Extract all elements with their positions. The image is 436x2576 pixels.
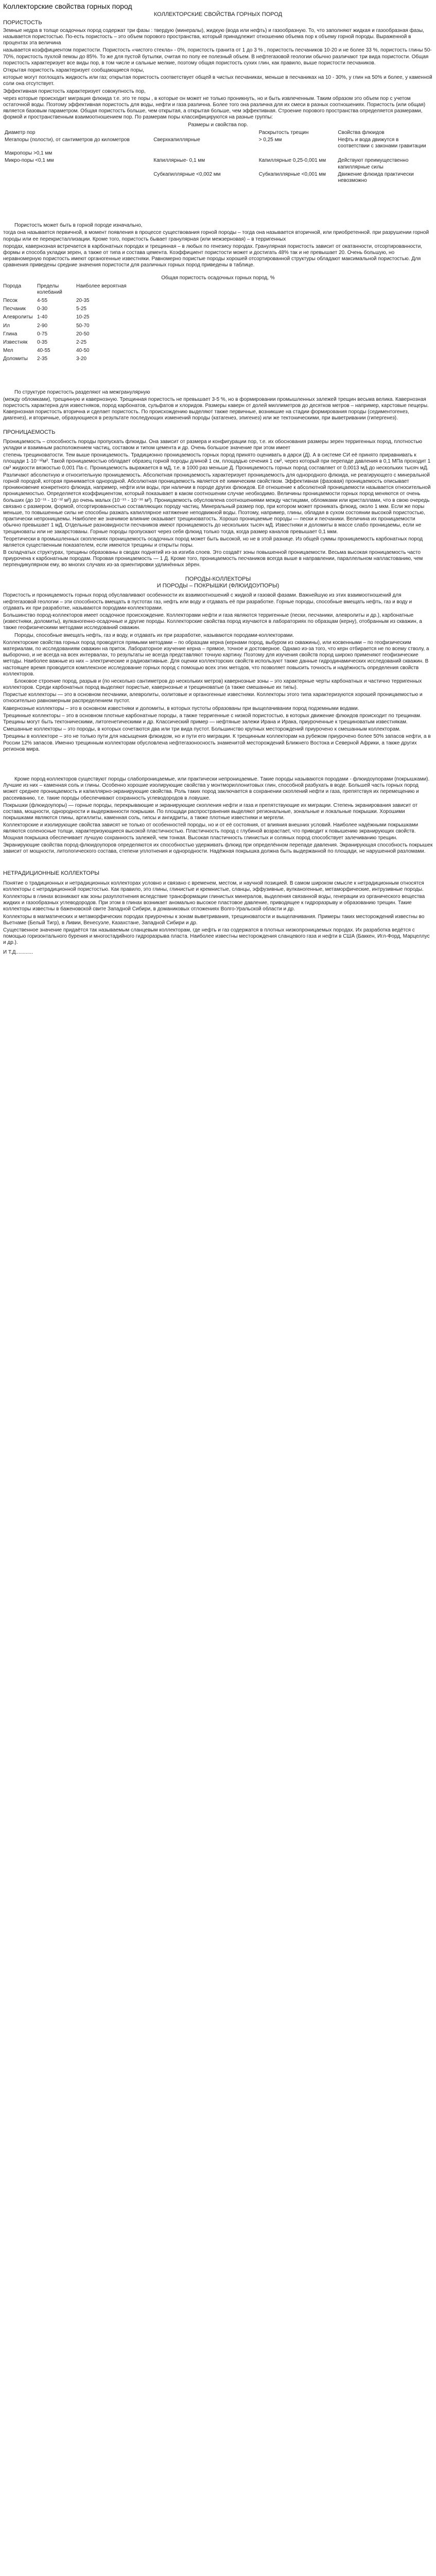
table-cell: Глина: [3, 331, 18, 337]
paragraph: Большинство пород-коллекторов имеет осадочное происхождение. Коллекторами нефти и газа являются терригенные (пески, песчаники, алевролиты и др.), карбонатные (известняки, доломиты), вулканогенно-осадочные и другие породы. Коллекторские свойства пород изучаются в лабораториях по образцам (керну), отобранным из скважин, а также геофизическими методами исследований скважин.: [3, 613, 422, 631]
table-cell: 10-25: [76, 314, 90, 320]
paragraph: тогда она называется первичной, в момент появления в процессе существования горной породы – тогда она называется вторичной, или приобретенной. при разрушении горной породы или ее перекристаллизации. Кроме того, пористость бывает гранулярная (или межзерновая) – в терригенных: [3, 230, 429, 242]
table-cell: [257, 150, 337, 157]
table-row: [3, 338, 130, 347]
table-row: [3, 347, 130, 355]
paragraph: В складчатых структурах, трещины образованы в сводах поднятий из-за изгиба слоев. Это создаёт зоны повышенной проницаемости. Весьма высокая проницаемость часто приурочена к карбонатным породам. Поровая проницаемость — 1 Д. Кроме того, проницаемость песчаников всегда выше в направлении, параллельном напластованию, чем перпендикулярном ему, во многих случаях из-за ориентировки удлинённых зёрен.: [3, 550, 423, 568]
document: [0, 0, 436, 960]
table-cell: Песчаник: [3, 306, 26, 312]
table-row: [3, 171, 433, 184]
table-row: [3, 297, 130, 305]
table-cell: 0-35: [37, 340, 48, 346]
table-cell: 40-50: [76, 348, 90, 354]
porosity-table: [3, 282, 130, 364]
table-cell: 2-25: [76, 340, 87, 346]
spacer: [3, 754, 433, 776]
table-cell: Ил: [3, 323, 10, 329]
paragraph: Коллекторы в магматических и метаморфических породах приурочены к зонам выветривания, трещиноватости и выщелачивания. Примеры таких месторождений известны во Вьетнаме (Белый Тигр), в Ливии, Венесуэле, Казахстане, Западной Сибири и др.: [3, 913, 425, 926]
collectors-block: [3, 592, 433, 753]
paragraph: через которые происходит миграция флюида т.е. это те поры , в которые он может не только проникнуть, но и быть извлеченным. Таким образом это объем пор с учетом остаточной воды. Поэтому эффективная пористость для воды, нефти и газа различна. Более того она различна для их смеси в разных соотношениях. Пористость (или общая) является базовым параметром. Общая пористость больше, чем открытая, а открытая больше, чем эффективная. Строение порового пространства определяется размерами, формой и пространственным взаимоотношением пор. По размерам поры классифицируются на разные группы:: [3, 95, 426, 121]
column-header: Порода: [3, 283, 22, 289]
heading-line: И ПОРОДЫ – ПОКРЫШКИ (ФЛЮИДОУПОРЫ): [156, 583, 280, 589]
heading-line: ПОРОДЫ-КОЛЛЕКТОРЫ: [185, 575, 251, 582]
seals-block: [3, 776, 433, 855]
table-cell: 20-50: [76, 331, 90, 337]
paragraph: Открытая пористость характеризует сообщающиеся поры,: [3, 67, 144, 74]
paragraph: Кроме пород-коллекторов существуют породы слабопроницаемые, или практически непроницаемые. Такие породы называются породами - флюидоупорами (покрышками). Лучшие из них – каменная соль и глины. Особенно хорошие изолирующие свойства у монтмориллонитовых глин, способной разбухать в воде. Большей часть горных пород может среднее проницаемость и капиллярно-экранирующие свойства. Роль таких пород заключается в сохранении скоплений нефти и газа, препятствуя их перемещению и рассеиванию, т.е. такие породы обеспечивают сохранность углеводородов в ловушке.: [3, 776, 430, 801]
table-cell: 20-35: [76, 298, 90, 304]
paragraph: Блоковое строение пород, разрыв и (по несколько сантиметров до нескольких метров) кавернозные зоны – это характерные черты карбонатных и частично терригенных коллекторов. Среди карбонатных пород выделяют пористые, кавернозные и трещиноватые (а также смешанные их типы).: [3, 678, 422, 691]
table-row: [3, 330, 130, 338]
intro-block: [3, 28, 433, 121]
spacer: [3, 423, 433, 428]
table-cell: Диаметр пор: [5, 129, 36, 135]
section-heading-collectors: [3, 576, 433, 590]
paragraph: Проницаемость – способность породы пропускать флюиды. Она зависит от размера и конфигурации пор, т.е. их обоснования размеры зерен терригенных пород, плотностью укладки и взаимным расположением частиц, составом и типом цемента и др. Очень большое значение при этом имеет: [3, 438, 423, 451]
footer-text: И Т.Д............: [3, 949, 33, 955]
paragraph: Трещинные коллекторы – это в основном плотные карбонатные породы, а также терригенные с низкой пористостью, в которых движение флюидов происходит по трещинам. Трещины могут быть тектоническими, литогенетическими и др. Классический пример — нефтяные залежи Ирана и Ирака, приуроченные к трещиноватым известнякам.: [3, 713, 422, 725]
section-heading-nontraditional: НЕТРАДИЦИОННЫЕ КОЛЛЕКТОРЫ: [3, 870, 100, 877]
table-cell: 4-55: [37, 298, 48, 304]
table-row: [3, 313, 130, 321]
table-row: [3, 150, 433, 157]
paragraph: Пористые коллекторы — это в основном песчаники, алевролиты, оолитовые и органогенные известняки. Коллекторы этого типа характеризуются хорошей проницаемостью и относительно равномерным распределением пустот.: [3, 692, 423, 704]
paragraph: По структуре пористость разделяют на межгранулярную: [14, 389, 150, 395]
table-cell: Доломиты: [3, 356, 28, 362]
table-row: [3, 137, 433, 150]
paragraph: Породы, способные вмещать нефть, газ и воду, и отдавать их при разработке, называются породами-коллекторами.: [14, 632, 294, 638]
paragraph: Различают абсолютную и относительную проницаемость. Абсолютная проницаемость характеризует проницаемость для однородного флюида, не реагирующего с минеральной горной породой, которая принимается однородной. Абсолютная проницаемость является её химическим свойством. Эффективная (фазовая) проницаемость описывает проникновение конкретного флюида, например, нефти или воды, при наличии в породе других флюидов. Её отношение к абсолютной проницаемости называется относительной проницаемостью. Определяется коэффициентом, который показывает в каком соотношении случае необходимо. Величины проницаемости горных пород меняются от очень больших (до 10⁻¹¹ - 10⁻¹² м²) до очень малых (10⁻¹⁵ - 10⁻¹⁶ м²). Проницаемость обусловлена соотношениями между частицами, обломками или кристаллами, что в свою очередь связано с размером, формой, отсортированностью составляющих породу частиц. Минеральный размер пор, при котором может проникать флюид, около 1 мкм. Если же поры меньше, то повышенные силы не способны разжать капиллярное натяжение неподвижной воды. Поэтому, например, глины, обладая в сухом состоянии высокой пористостью, практически непроницаемы. Наиболее же значимое влияние оказывает трещиноватость. Хорошо проницаемые породы — пески и песчаники. Величина их проницаемости обычно превышает 1 мД. Отдельные разновидности песчаников имеют проницаемость до нескольких тысяч мД. Известняки и доломиты в массе слабо проницаемы, если не трещиноваты или не закарстованы. Горные породы пропускают через себя флюид только тогда, когда размер каналов превышает 0,1 мкм.: [3, 472, 431, 535]
paragraph: Понятие о традиционных и нетрадиционных коллекторах условно и связано с временем, местом, и научной позицией. В самом широком смысле к нетрадиционным относятся коллекторы с нетрадиционной пористостью. Как правило, это глины, глинистые и кремнистые, сланцы, эффузивные, вулканогенные, метаморфические, интрузивные породы.: [3, 880, 424, 892]
document-subtitle: КОЛЛЕКТОРСКИЕ СВОЙСТВА ГОРНЫХ ПОРОД: [153, 11, 283, 18]
paragraph: степень трещиноватости. Тем выше проницаемость. Традиционно проницаемость горных пород принято оценивать в дарси (Д). А в системе СИ её принято приравнивать к площади 1·10⁻¹²м². Такой проницаемостью обладает образец горной породы длиной 1 см, площадью сечения 1 см², через который при перепаде давления в 0,1 МПа проходит 1 см³ жидкости вязкостью 0,001 Па·с. Проницаемость выражается в мД, т.е. в 1000 раз меньше Д. Проницаемость горных пород составляет от 0,0013 мД до нескольких тысяч мД.: [3, 452, 431, 471]
paragraph: породах, кавернозная встречается в карбонатных породах и трещинная – в любых по генезису породах. Гранулярная пористость зависит от окатанности, отсортированности, формы и способа укладки зерен, а также от типа и состава цемента. Коэффициент пористости может и достигать 48% так и не превышает 20. Очень большую, но неравномерную пористость имеют органогенные известняки. Равномерно пористые породы хорошей отсортированной структуры обладают максимальной пористостью. Для сравнения приведены средние значения пористости для различных горных пород приведены в таблице.: [3, 243, 423, 268]
spacer: [3, 570, 433, 575]
paragraph: Коллекторские и изолирующие свойства зависят не только от особенностей породы, но и от её состояния, от влияния внешних условий. Наиболее надёжными покрышками являются соленосные толщи, характеризующиеся высокой пластичностью. Пластичность пород с глубиной возрастает, что приводит к повышению экранирующих свойств. Мощная покрышка обеспечивает лучшую сохранность залежей, чем тонкая. Высокая пластичность глинистых и соляных пород способствует залечиванию трещин.: [3, 822, 418, 841]
table-row: [3, 305, 130, 313]
paragraph: Теоретически в промышленных скоплениях проницаемость осадочных пород может быть высокой, но не в этой разнице. Из общей суммы проницаемость карбонатных пород является существенным показателем, если имеются трещины и открыты поры.: [3, 536, 423, 548]
table-header-row: [3, 282, 130, 297]
table-cell: Микро-поры <0,1 мм: [5, 158, 54, 164]
table-cell: 50-70: [76, 323, 90, 329]
paragraph: Коллекторы в глинах возникают как зоны разуплотнения вследствие трансформации глинистых минералов, выделения связанной воды, генерации из органического вещества жидких и газообразных углеводородов. При этом в глинах возникает аномально высокое пластовое давление, приводящее к гидроразрыву и образованию трещин. Такие коллекторы известны в баженовской свите Западной Сибири, в доманиковых отложениях Волго-Уральской области и др.: [3, 894, 425, 912]
pore-sizes-table: [3, 129, 433, 185]
page-title: Коллекторские свойства горных пород: [3, 2, 132, 10]
paragraph: Смешанные коллекторы – это породы, в которых сочетаются два или три вида пустот. Большинство крупных месторождений приурочено к смешанным коллекторам.: [3, 726, 400, 733]
structure-block: [3, 389, 433, 422]
table-caption: Общая пористость осадочных горных пород, %: [161, 275, 275, 281]
paragraph: Коллекторские свойства горных пород проводятся прямыми методами – по образцам керна (кернами пород, выбуром из скважины), или косвенными – по геофизическим материалам, по исследованиям скважин на приток. Лабораторное изучение керна – прямое, точное и достоверное. Однако из-за того, что керн отбирается не по всему стволу, а выборочно, и не всегда на всех интервалах, то результаты не всегда представляют точную картину. Поэтому для изучения свойств пород широко применяют геофизические методы. Наиболее важные из них – электрические и радиоактивные. Для оценки коллекторских свойств используют также данные гидродинамических исследований скважин. В настоящее время проводится комплексное исследование горных пород с помощью всех этих методов, что позволяет повысить точность и надёжность определения свойств коллекторов.: [3, 639, 429, 677]
section-heading-porosity: ПОРИСТОСТЬ: [3, 20, 42, 26]
table-cell: Капиллярные- 0,1 мм: [153, 158, 205, 164]
table-cell: [336, 150, 433, 157]
nontraditional-block: [3, 880, 433, 946]
table-cell: Алевролиты: [3, 314, 33, 320]
table-cell: 1-40: [37, 314, 48, 320]
paragraph: Трещины в коллекторе – это не только пути для насыщения флюидом, но и пути его миграции. К трещинным коллекторам на рубежом приурочено более 50% запасов нефти, а в России 12% запасов. Именно трещинным коллекторам обусловлена нефтегазоносность знаменитой месторождений Ближнего Востока и Северной Африки, а также других регионов мира.: [3, 734, 431, 752]
column-header: Пределы колебаний: [37, 283, 62, 295]
column-header: Наиболее вероятная: [76, 283, 127, 289]
spacer: [3, 270, 433, 275]
table-cell: Известняк: [3, 340, 28, 346]
table-cell: Сверхкапиллярные: [153, 137, 200, 143]
table-caption: Размеры и свойства пор.: [188, 122, 248, 128]
table-cell: [152, 150, 257, 157]
table-cell: Нефть и вода движутся в соответствии с законами гравитации: [338, 137, 426, 149]
paragraph: Покрышки (флюидоупоры) — горные породы, перекрывающие и экранирующие скопления нефти и газа и препятствующие их миграции. Степень экранирования зависит от состава, мощности, однородности и выдержанности покрышки. По площади распространения выделяют региональные, зональные и локальные покрышки. Хорошими покрышками являются глины, аргиллиты, каменная соль, гипсы и ангидриты, а также плотные известняки и мергели.: [3, 802, 418, 821]
table-cell: 3-20: [76, 356, 87, 362]
paragraph: Экранирующие свойства пород-флюидоупоров определяются их способностью удерживать флюид при определённом перепаде давления. Экранирующая способность покрышек зависит от мощности, литологического состава, степени уплотнения и однородности. Надёжная покрышка должна быть выдержанной по площади, не нарушенной разломами.: [3, 842, 433, 855]
table-cell: 5-25: [76, 306, 87, 312]
table-cell: 2-90: [37, 323, 48, 329]
table-cell: Субкапиллярные <0,002 мм: [153, 171, 221, 177]
middle-block: [3, 223, 433, 268]
table-cell: Раскрытость трещин: [258, 129, 309, 135]
table-cell: 0-75: [37, 331, 48, 337]
paragraph: (между обломками), трещинную и кавернозную. Трещинная пористость не превышает 3-5 %, но в формировании промышленных залежей трещин весьма велика. Кавернозная пористость характерна для известняков, пород карбонатов, сульфатов и хлоридов. Размеры каверн от долей миллиметров до десятков метров – например, карстовые пещеры. Кавернозная пористость вторична и сделает пористость. По происхождению выделяют также первичные, возникшие на стадии формирования породы (седиментогенез, диагенез), и вторичные, образующиеся в результате последующих изменений породы (катагенез, эпигенез) или же тектоническими, при выветривании (гипергенез).: [3, 396, 429, 421]
table-cell: Макропоры >0,1 мм: [5, 150, 53, 157]
spacer: [3, 856, 433, 869]
table-row: [3, 157, 433, 171]
permeability-block: [3, 439, 433, 569]
table-cell: > 0,25 мм: [258, 137, 282, 143]
table-row: [3, 355, 130, 363]
table-row: [3, 322, 130, 330]
spacer: [3, 187, 433, 223]
table-cell: [152, 129, 257, 137]
table-cell: Действуют преимущественно капиллярные силы: [338, 158, 409, 170]
paragraph: Пористость может быть в горной породе изначально,: [14, 223, 143, 229]
table-cell: 0-30: [37, 306, 48, 312]
table-row: [3, 129, 433, 137]
table-cell: Капиллярные 0,25-0,001 мм: [258, 158, 326, 164]
paragraph: называется коэффициентом пористости. Пористость «чистого стекла» - 0%, пористость гранита от 1 до 3 % , пористость песчаников 10-20 и не более 33 %, пористость глины 50-70%, пористость пухлой пемзы до 85%. То же для пустой бутылки, считая по полу ее полезный объем. В нефтегазовой геологии обычно различают три вида пористости. Общая пористость характеризует все виды пор, в том числе и сальные мелкие, поэтому общая пористость сухих глин, как правило, выше пористости песчаников.: [3, 47, 432, 66]
paragraph: Земные недра в толще осадочных пород содержат три фазы : твердую (минералы), жидкую (вода или нефть) и газообразную. То, что заполняют жидкая и газообразная фазы, называется пористостью. По-есть пористость – это объем порового пространства, который принадлежит отношению объема пор к объему горной породы. Выраженной в процентах эта величина: [3, 27, 424, 46]
paragraph: Пористость и проницаемость горных пород обуславливают особенности их взаимоотношений с жидкой и газовой фазами. Важнейшую из этих взаимоотношений для нефтегазовой геологии – эти способность вмещать в пустотах газ, нефть или воду и отдавать её при разработке. Горные породы, способные вмещать нефть, газ и воду и отдавать их при разработке, называются породами-коллекторами.: [3, 592, 412, 611]
paragraph: которые могут поглощать жидкость или газ; открытая пористость соответствует общей в чистых песчаниках, меньше в песчаниках на 10 - 30%, у глин на 50% и более, у каменной соли она отсутствует.: [3, 75, 432, 87]
section-heading-permeability: ПРОНИЦАЕМОСТЬ: [3, 429, 56, 435]
table-cell: Свойства флюидов: [338, 129, 385, 135]
table-cell: Песок: [3, 298, 18, 304]
spacer: [3, 367, 433, 389]
table-cell: 2-35: [37, 356, 48, 362]
table-cell: [3, 171, 152, 184]
table-cell: Мегапоры (полости), от сантиметров до километров: [5, 137, 130, 143]
table-cell: Мел: [3, 348, 13, 354]
table-cell: Субкапиллярные <0,001 мм: [258, 171, 326, 177]
table-cell: 40-55: [37, 348, 50, 354]
paragraph: Существенное значение придаётся так называемым сланцевым коллекторам, где нефть и газ содержатся в плотных низкопроницаемых породах. Их разработка ведётся с помощью горизонтального бурения и многостадийного гидроразрыва пласта. Наиболее известны месторождения сланцевого газа и нефти в США (Баккен, Игл-Форд, Марцеллус и др.).: [3, 927, 430, 946]
paragraph: Эффективная пористость характеризует совокупность пор,: [3, 88, 146, 94]
table-cell: Движение флюида практически невозможно: [338, 171, 414, 184]
paragraph: Кавернозные коллекторы – это в основном известняки и доломиты, в которых пустоты образованы при выщелачивании пород подземными водами.: [3, 705, 359, 711]
